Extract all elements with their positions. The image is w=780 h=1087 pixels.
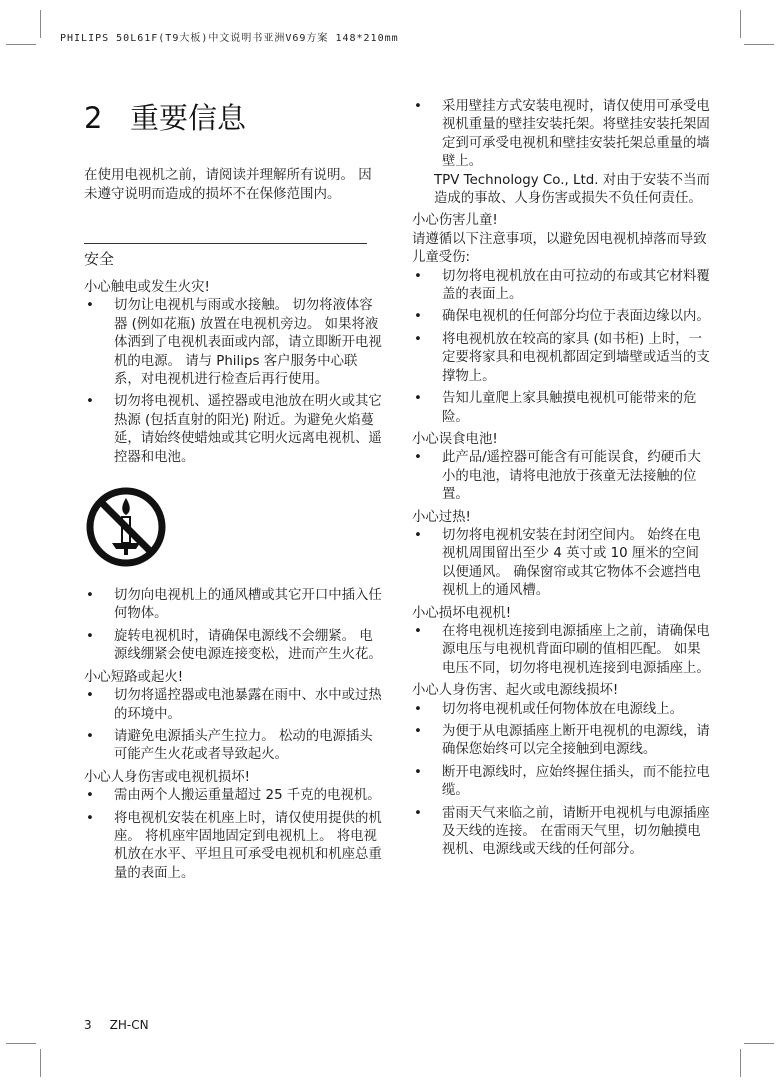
bullet: • (86, 688, 94, 704)
list-item-text: 将电视机放在较高的家具 (如书柜) 上时，一定要将家具和电视机都固定到墙壁或适当的支撑物上。 (442, 331, 710, 384)
warning-heading: 小心人身伤害或电视机损坏! (84, 769, 251, 785)
warning-heading: 小心损坏电视机! (412, 605, 512, 621)
list-item (412, 308, 712, 326)
bullet: • (414, 309, 422, 325)
list-item-text: 切勿让电视机与雨或水接触。 切勿将液体容器 (例如花瓶) 放置在电视机旁边。 如果将液体洒到了电视机表面或内部，请立即断开电视机的电源。 请与 Philips 客户服务中心联系，对电视机进行检查后再行使用。 (114, 298, 382, 388)
page-number: 3 (84, 1018, 92, 1032)
list-item-text: 需由两个人搬运重量超过 25 千克的电视机。 (114, 788, 381, 804)
chapter-number: 2 (84, 101, 103, 135)
bullet: • (414, 764, 422, 780)
list-item-text: 告知儿童爬上家具触摸电视机可能带来的危险。 (442, 391, 697, 425)
warning-intro: 请遵循以下注意事项，以避免因电视机掉落而导致儿童受伤: (412, 231, 707, 266)
bullet: • (414, 623, 422, 639)
list-item-text: 为便于从电源插座上断开电视机的电源线，请确保您始终可以完全接触到电源线。 (442, 724, 710, 758)
list-item (84, 810, 384, 884)
list-item (412, 390, 712, 427)
list-item (84, 587, 384, 624)
bullet: • (414, 268, 422, 284)
warning-heading: 小心过热! (412, 509, 471, 525)
list-item-text: 切勿将电视机安装在封闭空间内。 始终在电视机周围留出至少 4 英寸或 10 厘米的空间以便通风。 确保窗帘或其它物体不会遮挡电视机上的通风槽。 (442, 527, 701, 599)
list-item (412, 764, 712, 801)
warning-list (412, 527, 712, 601)
warning-list (84, 787, 384, 883)
list-item (84, 687, 384, 724)
list-item-text: 切勿将遥控器或电池暴露在雨中、水中或过热的环境中。 (114, 688, 382, 722)
list-item (412, 527, 712, 601)
warning-list (412, 449, 712, 504)
list-item-text: 雷雨天气来临之前，请断开电视机与电源插座及天线的连接。 在雷雨天气里，切勿触摸电视机、电源线或天线的任何部分。 (442, 805, 710, 858)
bullet: • (86, 788, 94, 804)
list-item (412, 701, 712, 719)
list-item (412, 805, 712, 860)
bullet: • (414, 450, 422, 466)
bullet: • (414, 331, 422, 347)
crop-mark (744, 44, 774, 45)
crop-mark (740, 10, 741, 38)
bullet: • (414, 805, 422, 821)
section-title: 安全 (84, 250, 115, 268)
crop-mark (40, 10, 41, 38)
crop-mark (740, 1049, 741, 1077)
warning-list (412, 268, 712, 427)
print-header: PHILIPS 50L61F(T9大板)中文说明书亚洲V69方案 148*210mm (60, 33, 399, 44)
page-footer (84, 1018, 149, 1032)
crop-mark (40, 1049, 41, 1077)
list-item (84, 628, 384, 665)
list-item-text: 切勿将电视机放在由可拉动的布或其它材料覆盖的表面上。 (442, 268, 710, 303)
section-divider (84, 243, 367, 244)
disclaimer-text: TPV Technology Co., Ltd. 对由于安装不当而造成的事故、人身伤害或损失不负任何责任。 (434, 172, 710, 207)
warning-heading: 小心短路或起火! (84, 669, 184, 685)
bullet: • (414, 701, 422, 717)
list-item-text: 切勿将电视机、遥控器或电池放在明火或其它热源 (包括直射的阳光) 附近。为避免火焰蔓延，请始终使蜡烛或其它明火远离电视机、遥控器和电池。 (114, 394, 382, 465)
right-column (412, 98, 712, 864)
list-item (84, 787, 384, 805)
bullet: • (86, 628, 94, 644)
warning-heading: 小心触电或发生火灾! (84, 280, 210, 295)
bullet: • (86, 810, 94, 826)
warning-list (84, 587, 384, 665)
warning-list (412, 98, 712, 172)
crop-mark (6, 44, 36, 45)
list-item-text: 在将电视机连接到电源插座上之前，请确保电源电压与电视机背面印刷的值相匹配。 如果电压不同，切勿将电视机连接到电源插座上。 (442, 623, 710, 676)
bullet: • (414, 527, 422, 543)
bullet: • (414, 724, 422, 739)
bullet: • (86, 588, 94, 604)
intro-paragraph: 在使用电视机之前，请阅读并理解所有说明。 因未遵守说明而造成的损坏不在保修范围内。 (84, 167, 372, 202)
list-item (412, 331, 712, 386)
list-item (412, 449, 712, 504)
chapter-heading: 重要信息 (130, 101, 247, 135)
warning-heading: 小心人身伤害、起火或电源线损坏! (412, 683, 619, 699)
list-item (412, 268, 712, 305)
list-item-text: 切勿将电视机或任何物体放在电源线上。 (442, 701, 684, 717)
bullet: • (86, 298, 94, 314)
no-candle-icon (84, 485, 168, 569)
list-item-text: 将电视机安装在机座上时，请仅使用提供的机座。 将机座牢固地固定到电视机上。 将电视机放在水平、平坦且可承受电视机和机座总重量的表面上。 (114, 810, 382, 881)
bullet: • (86, 728, 94, 744)
warning-list (84, 687, 384, 765)
crop-mark (744, 1043, 774, 1044)
list-item-text: 此产品/遥控器可能含有可能误食，约硬币大小的电池，请将电池放于孩童无法接触的位置。 (442, 450, 701, 503)
warning-list (412, 623, 712, 678)
list-item-text: 请避免电源插头产生拉力。 松动的电源插头可能产生火花或者导致起火。 (114, 728, 373, 763)
crop-mark (6, 1043, 36, 1044)
warning-heading: 小心伤害儿童! (412, 213, 498, 229)
list-item (412, 98, 712, 172)
list-item (412, 623, 712, 678)
bullet: • (86, 394, 94, 410)
left-column (84, 279, 384, 887)
warning-list (84, 297, 384, 467)
list-item (84, 393, 384, 467)
warning-list (412, 701, 712, 860)
chapter-title (84, 96, 246, 137)
warning-heading: 小心误食电池! (412, 431, 498, 447)
bullet: • (414, 391, 422, 407)
list-item-text: 断开电源线时，应始终握住插头，而不能拉电缆。 (442, 764, 710, 799)
language-code: ZH-CN (109, 1018, 149, 1032)
list-item (84, 297, 384, 389)
list-item-text: 旋转电视机时，请确保电源线不会绷紧。 电源线绷紧会使电源连接变松，进而产生火花。 (114, 628, 382, 663)
bullet: • (414, 99, 422, 114)
list-item-text: 采用壁挂方式安装电视时，请仅使用可承受电视机重量的壁挂安装托架。将壁挂安装托架固定到可承受电视机和壁挂安装托架总重量的墙壁上。 (442, 99, 710, 170)
list-item-text: 切勿向电视机上的通风槽或其它开口中插入任何物体。 (114, 588, 382, 622)
list-item (84, 728, 384, 765)
list-item-text: 确保电视机的任何部分均位于表面边缘以内。 (442, 309, 710, 325)
list-item (412, 723, 712, 760)
